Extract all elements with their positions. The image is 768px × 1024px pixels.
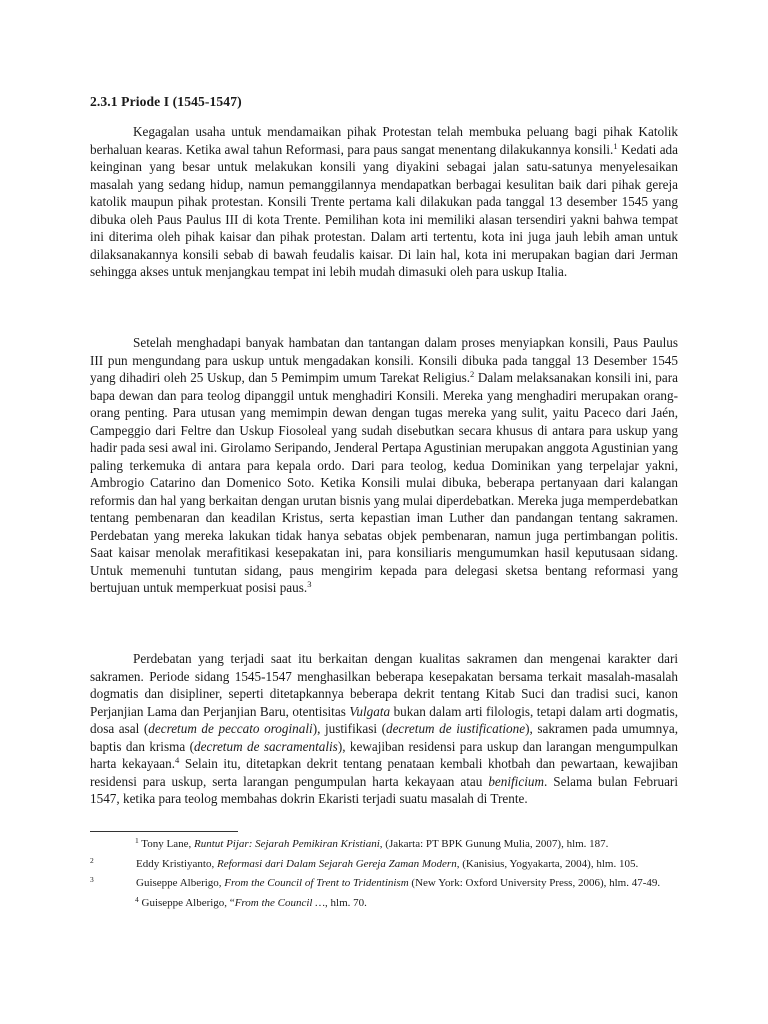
footnote-number: 4: [135, 894, 139, 904]
para3-text-a: Perdebatan yang terjadi saat itu berkaitan dengan kualitas sakramen dan mengenai karakter dari sakramen. Periode sidang 1545-1547 menghasilkan beberapa kesepakatan bersama terkait masalah-masalah dogmatis dan disipliner, seperti ditetapkannya beberapa dekrit tentang Kitab Suci dan tradisi suci, kanon Perjanjian Lama dan Perjanjian Baru, otentisitas: [90, 651, 678, 719]
footnote-title: From the Council …: [234, 896, 326, 909]
para2-text-a: Setelah menghadapi banyak hambatan dan tantangan dalam proses menyiapkan konsili, Paus Paulus III pun mengundang para uskup untuk mengadakan konsili. Konsili dibuka pada tanggal 13 Desember 1545 yang dihadiri oleh 25 Uskup, dan 5 Pemimpim umum Tarekat Religius.: [90, 335, 678, 385]
footnote-text: , hlm. 70.: [325, 896, 367, 909]
term-benificium: benificium: [488, 773, 544, 789]
term-vulgata: Vulgata: [349, 703, 391, 719]
footnote-number: 3: [90, 875, 94, 884]
paragraph-2: [90, 334, 678, 597]
term-decretum-sacramentalis: decretum de sacramentalis: [194, 738, 338, 754]
footnote-ref-4: 4: [175, 755, 180, 765]
para3-text-d: ), sakramen pada umumnya, baptis dan krisma (: [90, 721, 678, 754]
para1-text-b: Kedati ada keinginan yang besar untuk melakukan konsili yang diyakini sebagai jalan satu-satunya menyelesaikan masalah yang sedang hidup, namun pemanggilannya mendapatkan berbagai kesulitan baik dari pihak gereja katolik maupun pihak protestan. Konsili Trente pertama kali dilakukan pada tanggal 13 desember 1545 yang dibuka oleh Paus Paulus III di kota Trente. Pemilihan kota ini memiliki alasan tersendiri yakni bahwa tempat ini diterima oleh pihak kaisar dan pihak protestan. Dalam arti tertentu, kota ini juga jauh lebih aman untuk dilaksanakannya konsili sebab di bawah feudalis kaisar. Di lain hal, kota ini merupakan bagian dari Jerman sehingga akses untuk menjangkau tempat ini lebih mudah dimasuki oleh para uskup Italia.: [90, 141, 678, 279]
footnote-title: Runtut Pijar: Sejarah Pemikiran Kristiani: [194, 838, 380, 850]
paragraph-3: [90, 650, 678, 808]
para1-text-a: Kegagalan usaha untuk mendamaikan pihak Protestan telah membuka peluang bagi pihak Katolik berhaluan kearas. Ketika awal tahun Reformasi, para paus sangat menentang dilakukannya konsili.: [90, 124, 678, 157]
footnote-number: 2: [90, 855, 94, 865]
footnote-text: (New York: Oxford University Press, 2006), hlm. 47-49.: [408, 877, 661, 889]
para3-text-g: . Selama bulan Februari 1547, ketika para teolog membahas dokrin Ekaristi terjadi suatu masalah di Trente.: [90, 773, 678, 806]
footnote-text: , (Jakarta: PT BPK Gunung Mulia, 2007), hlm. 187.: [379, 838, 609, 850]
section-heading: 2.3.1 Priode I (1545-1547): [90, 94, 242, 109]
footnote-3: [90, 875, 680, 892]
footnote-ref-2: 2: [470, 369, 475, 379]
term-decretum-peccato: decretum de peccato oroginali: [148, 721, 313, 736]
footnote-text: Guiseppe Alberigo,: [136, 877, 225, 889]
para2-text-b: Dalam melaksanakan konsili ini, para bapa dewan dan para teolog dipanggil untuk menghadiri Konsili. Mereka yang menghadiri merupakan orang-orang penting. Para utusan yang memimpin dewan dengan tugas mereka yang sulit, yaitu Paceco dari Jaén, Campeggio dari Feltre dan Uskup Fiosoleal yang sudah disebutkan secara khusus di antara para uskup yang hadir pada sesi awal ini. Girolamo Seripando, Jenderal Pertapa Agustinian merupakan anggota Agustinian yang paling terkemuka di antara para kepala ordo. Dari para teolog, kedua Dominikan yang terpelajar yakni, Ambrogio Catarino dan Domenico Soto. Ketika Konsili mulai dibuka, beberapa pertanyaan dari kalangan reformis dan hal yang berkaitan dengan urutan bisnis yang mulai diperdebatkan. Mereka juga memperdebatkan tentang pembenaran dan keadilan Kristus, serta kepastian iman Luther dan pandangan tentang sakramen. Perdebatan yang mereka lakukan tidak hanya sebatas objek pembenaran, namun juga pertimbangan politis. Saat kaisar menolak merafitikasi kesepakatan ini, para konsiliaris mengumumkan hasil keputusaan sidang. Untuk memenuhi tuntutan sidang, paus mengirim kepada para delegasi sketsa bentang reformasi yang bertujuan untuk memperkuat posisi paus.: [90, 370, 679, 595]
para3-text-e: ), kewajiban residensi para uskup dan larangan mengumpulkan harta kekayaan.: [90, 738, 679, 771]
para3-text-c: ), justifikasi (: [312, 721, 386, 736]
footnotes: [90, 836, 680, 914]
para3-text-f: Selain itu, ditetapkan dekrit tentang penataan kembali khotbah dan pewartaan, kewajiban residensi para uskup, serta larangan pengumpulan harta kekayaan atau: [90, 756, 678, 789]
paragraph-1: [90, 123, 678, 281]
footnote-ref-1: 1: [613, 140, 618, 151]
footnote-text: Tony Lane,: [138, 838, 194, 850]
footnote-number: 1: [135, 836, 139, 845]
footnote-text: , (Kanisius, Yogyakarta, 2004), hlm. 105.: [456, 857, 639, 870]
footnote-2: [90, 856, 680, 873]
footnote-text: Eddy Kristiyanto,: [136, 857, 217, 870]
para3-text-b: bukan dalam arti filologis, tetapi dalam arti dogmatis, dosa asal (: [90, 703, 678, 736]
footnote-divider: [90, 831, 238, 832]
footnote-ref-3: 3: [307, 579, 312, 589]
footnote-text: Guiseppe Alberigo, “: [138, 896, 235, 909]
footnote-1: [90, 836, 680, 853]
footnote-title: From the Council of Trent to Tridentinism: [224, 877, 409, 889]
footnote-4: [90, 895, 680, 912]
footnote-title: Reformasi dari Dalam Sejarah Gereja Zaman Modern: [216, 857, 457, 870]
term-decretum-iustificatione: decretum de iustificatione: [385, 721, 526, 736]
